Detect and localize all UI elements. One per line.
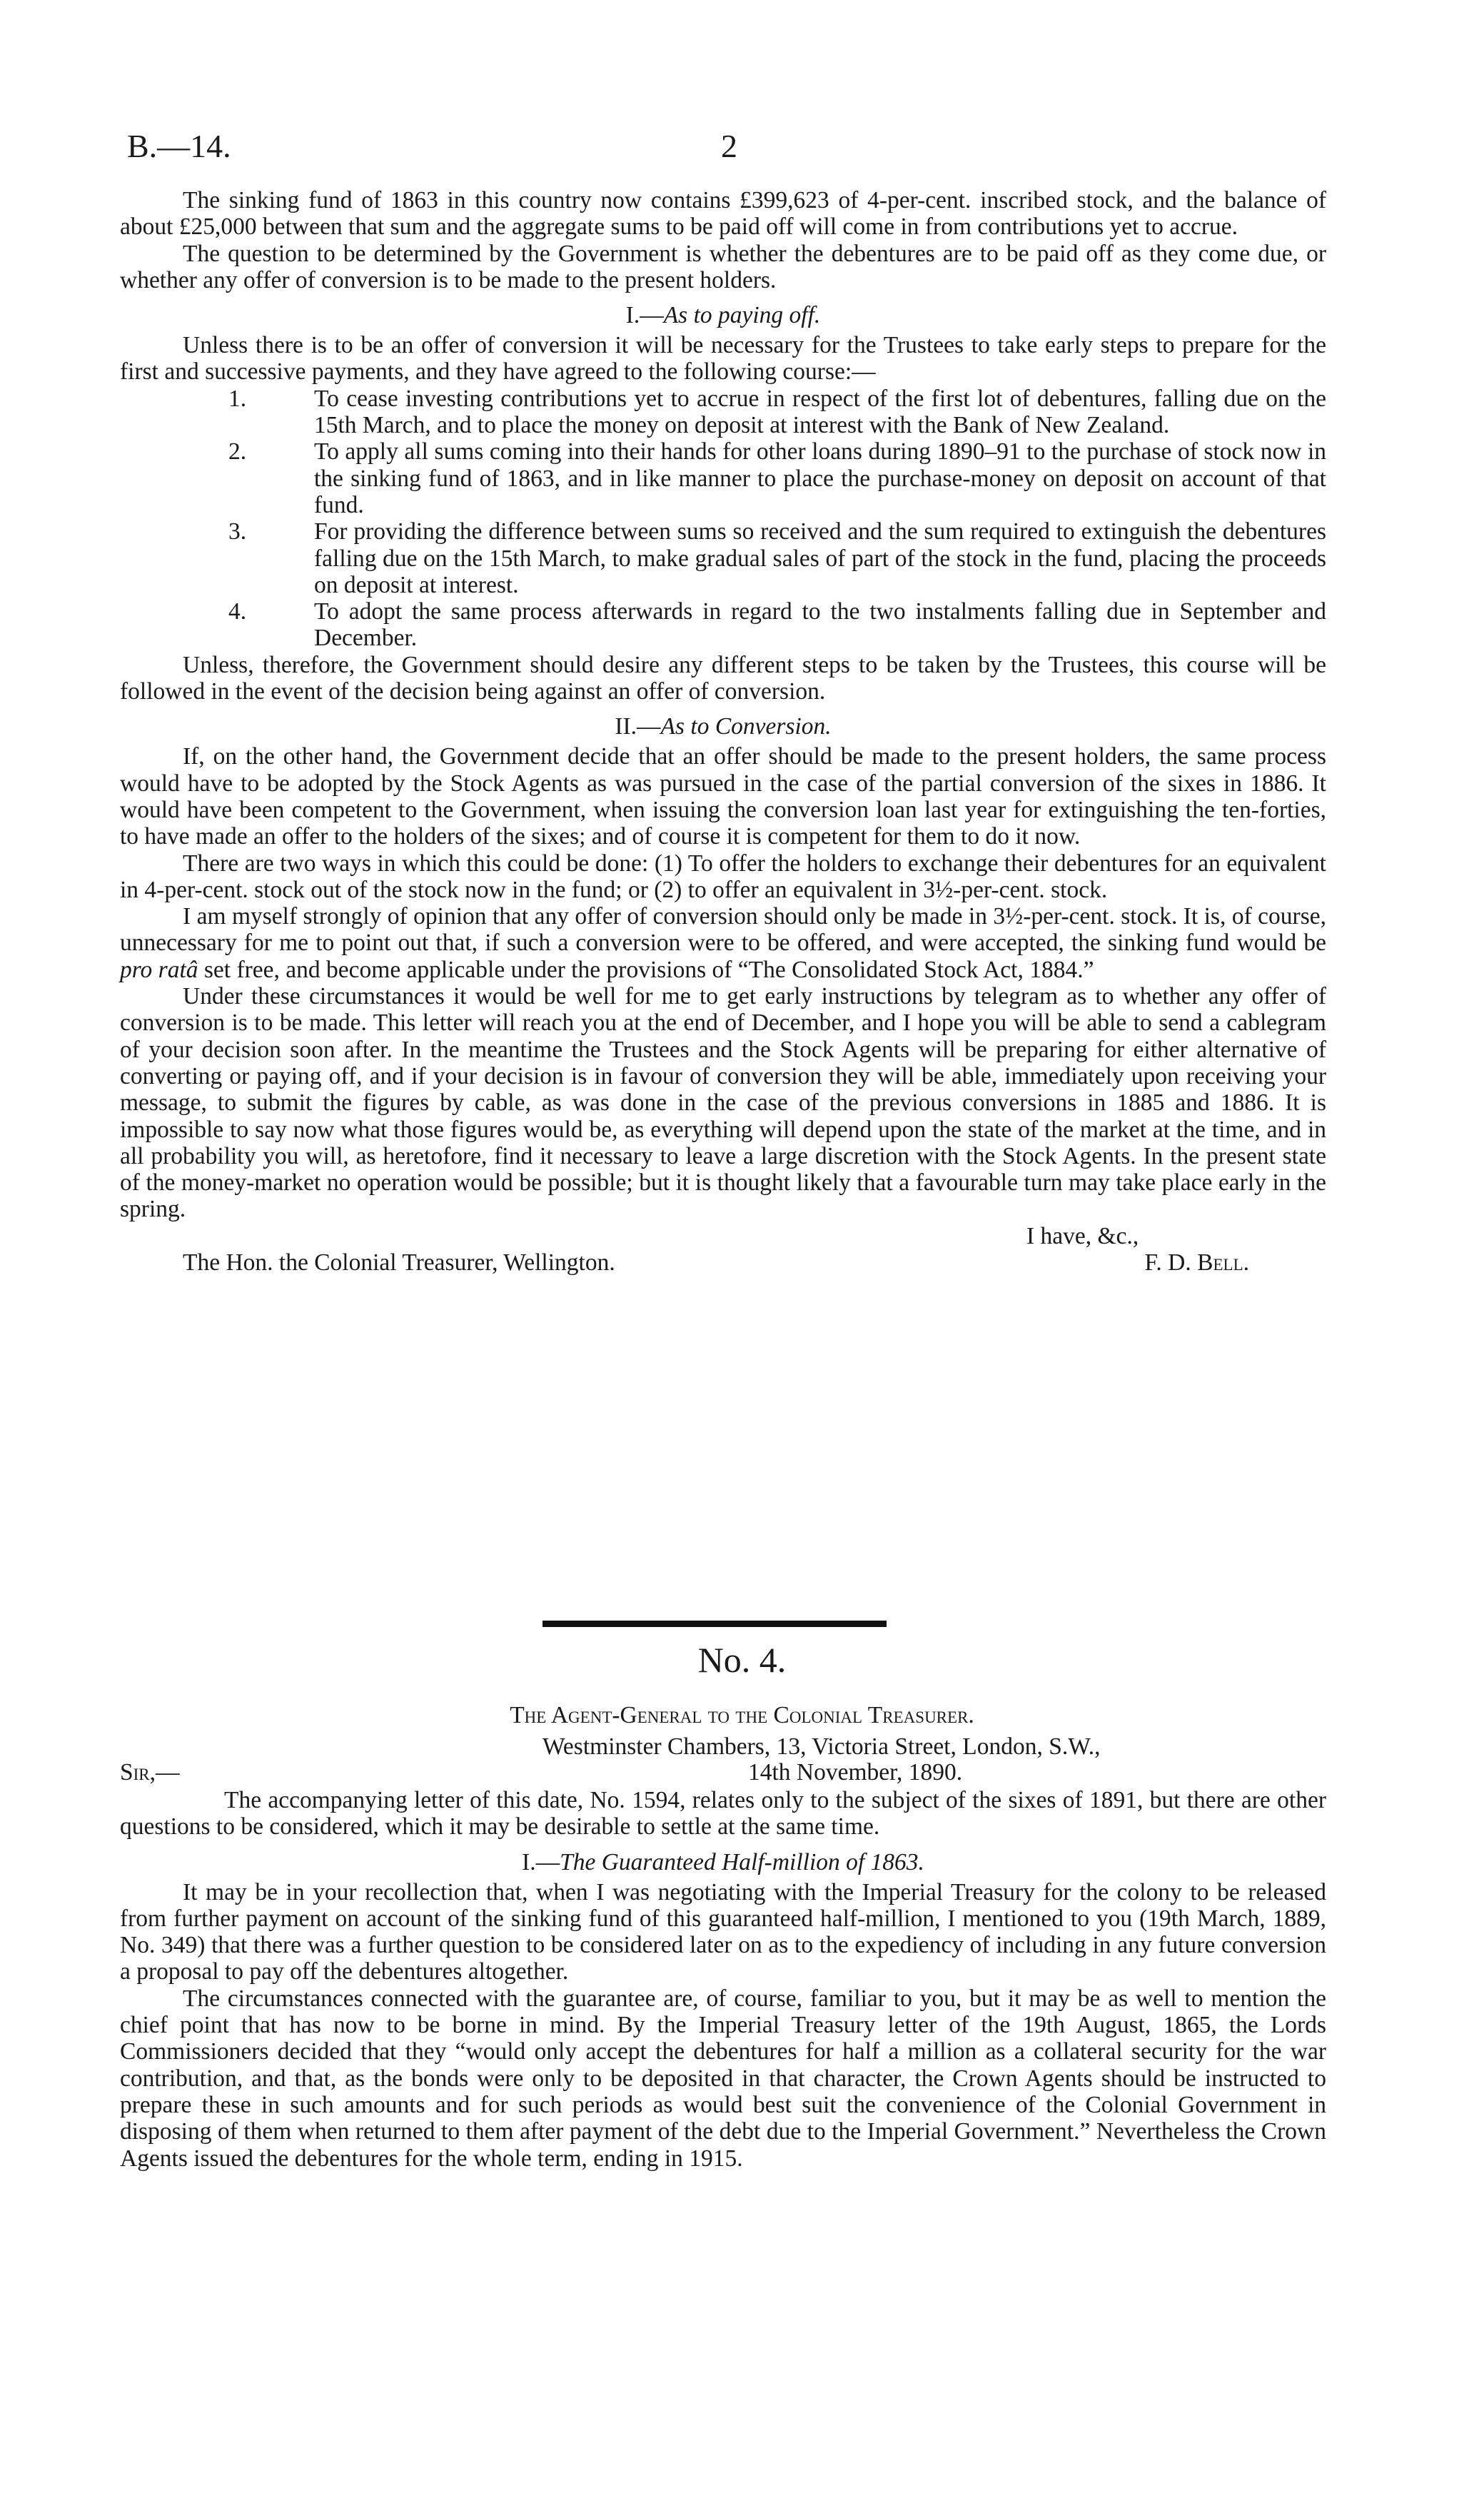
letter-no-4-body bbox=[120, 1787, 1326, 2172]
letter-continuation bbox=[120, 187, 1326, 1276]
paragraph-sinking-fund: The sinking fund of 1863 in this country now contains £399,623 of 4-per-cent. inscribed stock, and the balance of about £25,000 between that sum and the aggregate sums to be paid off will come in from contributions yet to accrue. bbox=[120, 187, 1326, 241]
sender-address: Westminster Chambers, 13, Victoria Street, London, S.W., bbox=[542, 1733, 1101, 1760]
letter-from-to: The Agent-General to the Colonial Treasurer. bbox=[510, 1702, 974, 1728]
addressee: The Hon. the Colonial Treasurer, Wellington. bbox=[183, 1249, 615, 1276]
list-item: 4. To adopt the same process afterwards in regard to the two instalments falling due in September and December. bbox=[228, 598, 1326, 652]
section-heading-guaranteed-half-million: I.—The Guaranteed Half-million of 1863. bbox=[522, 1848, 924, 1875]
list-item: 2. To apply all sums coming into their hands for other loans during 1890–91 to the purchase of stock now in the sinking fund of 1863, and in like manner to place the purchase-money on deposit on account of that fund. bbox=[228, 438, 1326, 518]
closing-line: I have, &c., bbox=[1026, 1222, 1139, 1249]
paragraph-conversion-3: I am myself strongly of opinion that any offer of conversion should only be made in 3½-per-cent. stock. It is, of course, unnecessary for me to point out that, if such a conversion were to be offered, and were accepted, the sinking fund would be pro ratâ set free, and become applicable under the provisions of “The Consolidated Stock Act, 1884.” bbox=[120, 903, 1326, 983]
letter-date: 14th November, 1890. bbox=[748, 1759, 963, 1786]
steps-list bbox=[120, 386, 1326, 652]
page-number: 2 bbox=[721, 128, 737, 164]
paragraph-paying-off-close: Unless, therefore, the Government should desire any different steps to be taken by the Trustees, this course will be followed in the event of the decision being against an offer of conversion. bbox=[120, 651, 1326, 705]
signature: F. D. Bell. bbox=[1144, 1249, 1249, 1276]
section-heading-paying-off: I.—As to paying off. bbox=[625, 302, 821, 329]
paragraph-question: The question to be determined by the Government is whether the debentures are to be paid off as they come due, or whether any offer of conversion is to be made to the present holders. bbox=[120, 240, 1326, 293]
document-reference: B.—14. bbox=[127, 128, 231, 164]
paragraph-intro: The accompanying letter of this date, No. 1594, relates only to the subject of the sixes of 1891, but there are other questions to be considered, which it may be desirable to settle at the same time. bbox=[120, 1787, 1326, 1840]
section-heading-conversion: II.—As to Conversion. bbox=[615, 713, 832, 740]
paragraph-paying-off-intro: Unless there is to be an offer of conversion it will be necessary for the Trustees to take early steps to prepare for the first and successive payments, and they have agreed to the following course:— bbox=[120, 332, 1326, 386]
section-divider bbox=[542, 1621, 887, 1627]
addressee-signature-line bbox=[120, 1249, 1326, 1276]
paragraph-circumstances: The circumstances connected with the guarantee are, of course, familiar to you, but it may be as well to mention the chief point that has now to be borne in mind. By the Imperial Treasury letter of the 19th August, 1865, the Lords Commissioners decided that they “would only accept the debentures for half a million as a collateral security for the war contribution, and that, as the bonds were only to be deposited in that character, the Crown Agents should be instructed to prepare these in such amounts and for such periods as would best suit the convenience of the Colonial Government in disposing of them when returned to them after payment of the debt due to the Imperial Government.” Nevertheless the Crown Agents issued the debentures for the whole term, ending in 1915. bbox=[120, 1985, 1326, 2172]
paragraph-conversion-4: Under these circumstances it would be well for me to get early instructions by telegram as to whether any offer of conversion is to be made. This letter will reach you at the end of December, and I hope you will be able to send a cablegram of your decision soon after. In the meantime the Trustees and the Stock Agents will be preparing for either alternative of converting or paying off, and if your decision is in favour of conversion they will be able, immediately upon receiving your message, to submit the figures by cable, as was done in the case of the previous conversions in 1885 and 1886. It is impossible to say now what those figures would be, as everything will depend upon the state of the market at the time, and in all probability you will, as heretofore, find it necessary to leave a large discretion with the Stock Agents. In the present state of the money-market no operation would be possible; but it is thought likely that a favourable turn may take place early in the spring. bbox=[120, 983, 1326, 1223]
list-item: 1. To cease investing contributions yet to accrue in respect of the first lot of debentures, falling due on the 15th March, and to place the money on deposit at interest with the Bank of New Zealand. bbox=[228, 385, 1326, 439]
salutation: Sir,— bbox=[120, 1759, 180, 1786]
letter-number: No. 4. bbox=[697, 1640, 787, 1680]
paragraph-conversion-2: There are two ways in which this could be done: (1) To offer the holders to exchange their debentures for an equivalent in 4-per-cent. stock out of the stock now in the fund; or (2) to offer an equivalent in 3½-per-cent. stock. bbox=[120, 850, 1326, 903]
paragraph-recollection: It may be in your recollection that, when I was negotiating with the Imperial Treasury for the colony to be released from further payment on account of the sinking fund of this guaranteed half-million, I mentioned to you (19th March, 1889, No. 349) that there was a further question to be considered later on as to the expediency of including in any future conversion a proposal to pay off the debentures altogether. bbox=[120, 1878, 1326, 1985]
paragraph-conversion-1: If, on the other hand, the Government decide that an offer should be made to the present holders, the same process would have to be adopted by the Stock Agents as was pursued in the case of the partial conversion of the sixes in 1886. It would have been competent to the Government, when issuing the conversion loan last year for extinguishing the ten-forties, to have made an offer to the holders of the sixes; and of course it is competent for them to do it now. bbox=[120, 743, 1326, 850]
list-item: 3. For providing the difference between sums so received and the sum required to extinguish the debentures falling due on the 15th March, to make gradual sales of part of the stock in the fund, placing the proceeds on deposit at interest. bbox=[228, 518, 1326, 598]
